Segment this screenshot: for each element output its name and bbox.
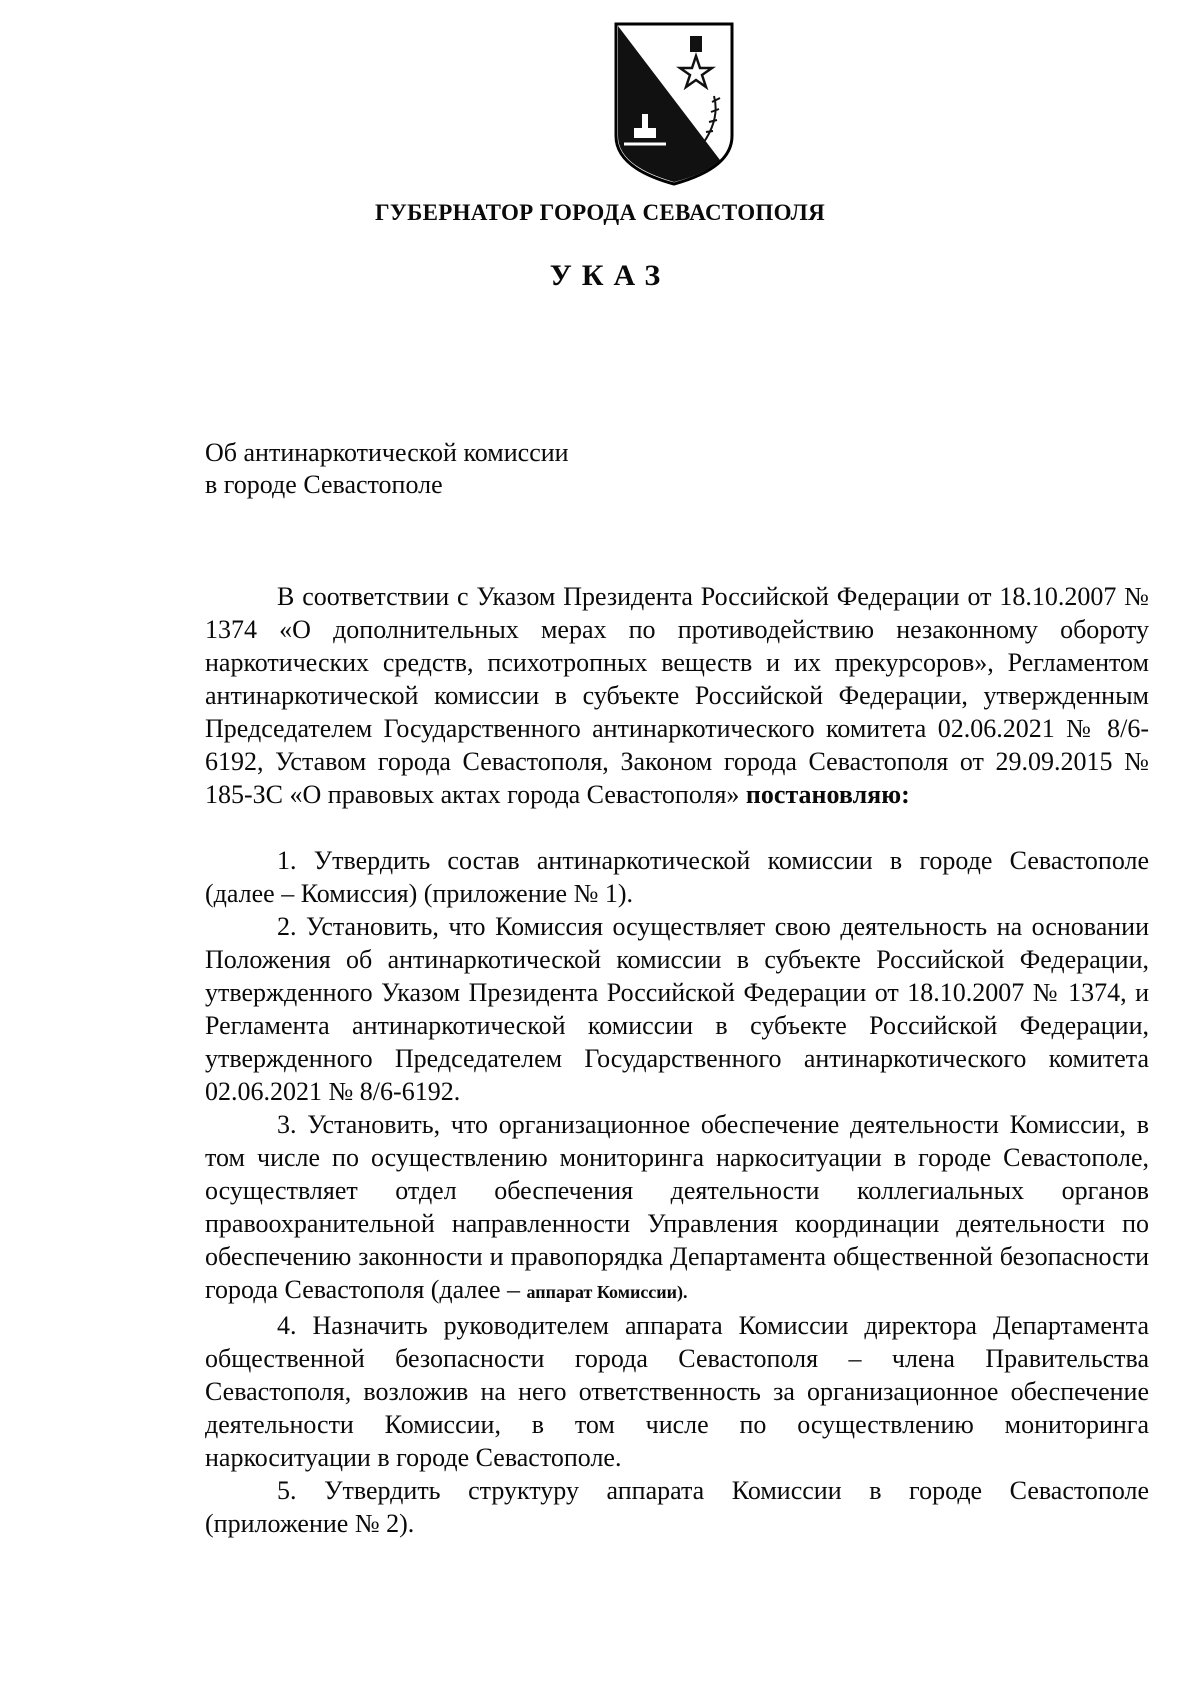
list-item: 5. Утвердить структуру аппарата Комиссии в городе Севастополе (приложение № 2). <box>205 1476 1149 1538</box>
document-subject <box>205 437 569 501</box>
document-type-title: УКАЗ <box>549 259 671 292</box>
list-item-text: аппарат Комиссии). <box>526 1282 688 1302</box>
document-body <box>205 580 1149 1540</box>
issuing-authority: ГУБЕРНАТОР ГОРОДА СЕВАСТОПОЛЯ <box>374 200 826 225</box>
list-item-text: 3. Установить, что организационное обеспечение деятельности Комиссии, в том числе по осуществлению мониторинга наркоситуации в городе Севастополе, осуществляет отдел обеспечения деятельности коллегиальных органов правоохранительной направленности Управления координации деятельности по обеспечению законности и правопорядка Департамента общественной безопасности города Севастополя (далее – <box>205 1110 1149 1304</box>
list-item <box>205 1108 1149 1309</box>
preamble-paragraph <box>205 580 1149 811</box>
list-item: 1. Утвердить состав антинаркотической комиссии в городе Севастополе (далее – Комиссия) (приложение № 1). <box>205 846 1149 908</box>
decree-word: постановляю: <box>745 780 910 809</box>
subject-line: Об антинаркотической комиссии <box>205 438 569 467</box>
subject-line: в городе Севастополе <box>205 470 443 499</box>
list-item: 2. Установить, что Комиссия осуществляет свою деятельность на основании Положения об антинаркотической комиссии в субъекте Российской Федерации, утвержденного Указом Президента Российской Федерации от 18.10.2007 № 1374, и Регламента антинаркотической комиссии в субъекте Российской Федерации, утвержденного Председателем Государственного антинаркотического комитета 02.06.2021 № 8/6-6192. <box>205 912 1149 1106</box>
list-item: 4. Назначить руководителем аппарата Комиссии директора Департамента общественной безопасности города Севастополя – члена Правительства Севастополя, возложив на него ответственность за организационное обеспечение деятельности Комиссии, в том числе по осуществлению мониторинга наркоситуации в городе Севастополе. <box>205 1311 1149 1472</box>
sevastopol-coat-of-arms-icon <box>608 18 740 190</box>
preamble-text: В соответствии с Указом Президента Российской Федерации от 18.10.2007 № 1374 «О дополнительных мерах по противодействию незаконному обороту наркотических средств, психотропных веществ и их прекурсоров», Регламентом антинаркотической комиссии в субъекте Российской Федерации, утвержденным Председателем Государственного антинаркотического комитета 02.06.2021 № 8/6-6192, Уставом города Севастополя, Законом города Севастополя от 29.09.2015 № 185-ЗС «О правовых актах города Севастополя» <box>205 582 1149 809</box>
